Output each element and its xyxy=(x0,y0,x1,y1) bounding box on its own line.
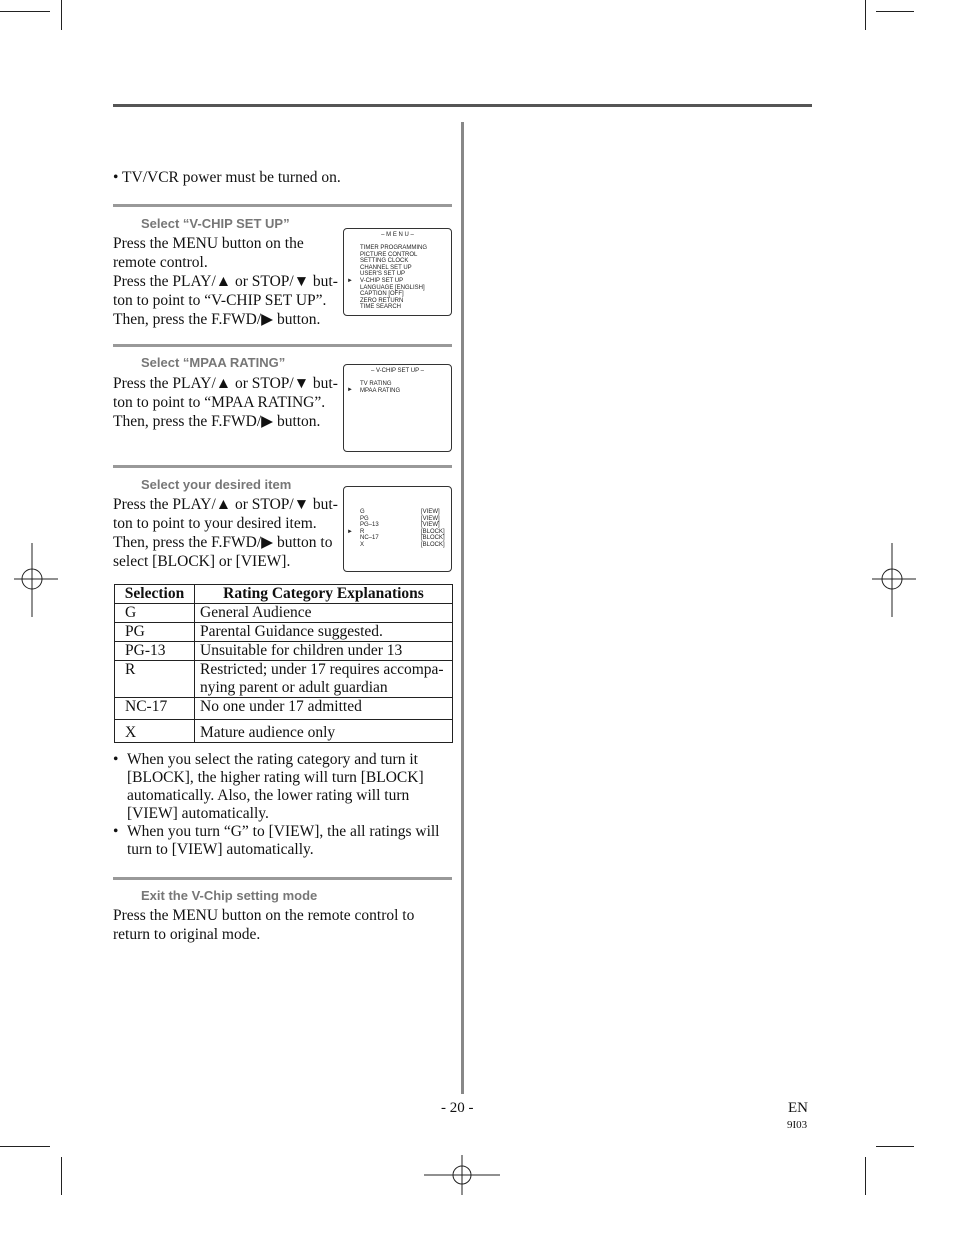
table-cell: Mature audience only xyxy=(195,720,453,743)
instruction-line: ton to point to “MPAA RATING”. xyxy=(113,394,326,411)
table-cell: X xyxy=(115,720,195,743)
step-instructions xyxy=(113,234,338,329)
note-item: • When you select the rating category and turn it [BLOCK], the higher rating will turn [BLOCK] automatically. Also, the lower rating will turn [VIEW] automatically. xyxy=(113,751,458,823)
prerequisite-text: TV/VCR power must be turned on. xyxy=(122,169,341,186)
crop-mark xyxy=(0,1146,50,1147)
rating-label: R xyxy=(360,528,365,535)
rating-label: PG–13 xyxy=(360,522,379,529)
crop-mark xyxy=(0,11,50,12)
table-cell: No one under 17 admitted xyxy=(195,698,453,720)
instruction-line: Press the MENU button on the remote control to xyxy=(113,907,415,924)
table-cell: Parental Guidance suggested. xyxy=(195,623,453,642)
crop-mark xyxy=(865,1157,866,1195)
rating-value: [BLOCK] xyxy=(421,535,445,542)
osd-item: MPAA RATING xyxy=(360,387,401,394)
table-cell: PG xyxy=(115,623,195,642)
osd-item: TIMER PROGRAMMING xyxy=(360,245,427,251)
osd-title: – V-CHIP SET UP – xyxy=(370,368,425,374)
instruction-line: ton to point to “V-CHIP SET UP”. xyxy=(113,292,327,309)
table-cell: NC-17 xyxy=(115,698,195,720)
table-cell: G xyxy=(115,604,195,623)
rating-label: PG xyxy=(360,515,369,522)
prerequisite-note: • TV/VCR power must be turned on. xyxy=(113,169,341,186)
rating-value: [VIEW] xyxy=(421,509,440,515)
cursor-icon: ► xyxy=(347,387,353,393)
language-code: EN xyxy=(788,1100,808,1116)
header-rule xyxy=(113,104,812,107)
registration-mark-right xyxy=(872,543,916,617)
osd-rating-row xyxy=(360,522,440,529)
osd-rating-list xyxy=(360,509,445,549)
table-cell: Restricted; under 17 requires accompa-nying parent or adult guardian xyxy=(195,661,453,698)
step-heading: Select “V-CHIP SET UP” xyxy=(141,216,290,231)
osd-item: LANGUAGE [ENGLISH] xyxy=(360,284,425,291)
osd-item: ZERO RETURN xyxy=(360,297,404,304)
instruction-line: Press the MENU button on the xyxy=(113,235,304,252)
table-row xyxy=(115,642,453,661)
menu-screen xyxy=(343,228,452,316)
cursor-icon: ► xyxy=(347,278,353,284)
column-header: Selection xyxy=(115,585,195,604)
instruction-line: select [BLOCK] or [VIEW]. xyxy=(113,553,291,570)
osd-item: TIME SEARCH xyxy=(360,304,402,311)
table-row xyxy=(115,604,453,623)
vchip-setup-screen xyxy=(343,364,452,452)
step-rule xyxy=(113,204,452,207)
osd-item: USER'S SET UP xyxy=(360,271,406,278)
table-cell: General Audience xyxy=(195,604,453,623)
table-row xyxy=(115,698,453,720)
column-divider xyxy=(461,122,464,1094)
step-instructions xyxy=(113,374,338,431)
table-row xyxy=(115,623,453,642)
osd-item: V-CHIP SET UP xyxy=(360,277,404,284)
instruction-line: Then, press the F.FWD/▶ button. xyxy=(113,311,321,328)
osd-title: – M E N U – xyxy=(381,232,414,238)
instruction-line: Press the PLAY/▲ or STOP/▼ but- xyxy=(113,496,338,513)
rating-label: X xyxy=(360,541,365,548)
osd-menu-list xyxy=(360,245,427,311)
step-heading: Select your desired item xyxy=(141,477,292,492)
instruction-line: Then, press the F.FWD/▶ button to xyxy=(113,534,333,551)
osd-item: TV RATING xyxy=(360,381,392,387)
cursor-icon: ► xyxy=(347,529,353,535)
crop-mark xyxy=(61,0,62,30)
registration-mark-bottom xyxy=(424,1155,500,1195)
osd-item: SETTING CLOCK xyxy=(360,258,409,265)
page-number: - 20 - xyxy=(441,1100,474,1116)
registration-mark-left xyxy=(14,543,58,617)
rating-table xyxy=(114,584,453,743)
step-rule xyxy=(113,877,452,880)
crop-mark xyxy=(61,1157,62,1195)
osd-menu-list xyxy=(360,381,400,394)
notes-list xyxy=(113,751,458,859)
step-instructions xyxy=(113,906,414,944)
step-rule xyxy=(113,465,452,468)
document-code: 9I03 xyxy=(787,1119,808,1131)
rating-value: [VIEW] xyxy=(421,522,440,529)
instruction-line: Press the PLAY/▲ or STOP/▼ but- xyxy=(113,375,338,392)
mpaa-rating-screen xyxy=(343,486,452,572)
table-row xyxy=(115,720,453,743)
instruction-line: return to original mode. xyxy=(113,926,261,943)
rating-label: G xyxy=(360,509,365,515)
osd-rating-row xyxy=(360,535,445,542)
rating-label: NC–17 xyxy=(360,535,379,542)
table-cell: PG-13 xyxy=(115,642,195,661)
osd-rating-row xyxy=(360,541,445,549)
osd-rating-row xyxy=(360,515,440,523)
osd-item: CHANNEL SET UP xyxy=(360,264,412,271)
instruction-line: Press the PLAY/▲ or STOP/▼ but- xyxy=(113,273,338,290)
table-cell: R xyxy=(115,661,195,698)
step-heading: Exit the V-Chip setting mode xyxy=(141,888,318,903)
step-heading: Select “MPAA RATING” xyxy=(141,355,286,370)
osd-rating-row xyxy=(360,509,440,516)
rating-value: [VIEW] xyxy=(421,515,440,522)
step-instructions xyxy=(113,495,338,571)
osd-rating-row xyxy=(360,528,445,536)
table-row xyxy=(115,661,453,698)
instruction-line: Then, press the F.FWD/▶ button. xyxy=(113,413,321,430)
crop-mark xyxy=(865,0,866,30)
instruction-line: remote control. xyxy=(113,254,208,271)
rating-value: [BLOCK] xyxy=(421,541,445,548)
step-rule xyxy=(113,344,452,347)
column-header: Rating Category Explanations xyxy=(195,585,453,604)
osd-item: PICTURE CONTROL xyxy=(360,251,418,258)
crop-mark xyxy=(876,11,914,12)
rating-value: [BLOCK] xyxy=(421,528,445,535)
instruction-line: ton to point to your desired item. xyxy=(113,515,317,532)
crop-mark xyxy=(876,1146,914,1147)
osd-item: CAPTION [OFF] xyxy=(360,291,404,298)
table-cell: Unsuitable for children under 13 xyxy=(195,642,453,661)
note-item: • When you turn “G” to [VIEW], the all ratings will turn to [VIEW] automatically. xyxy=(113,823,458,859)
table-header-row xyxy=(115,585,453,604)
